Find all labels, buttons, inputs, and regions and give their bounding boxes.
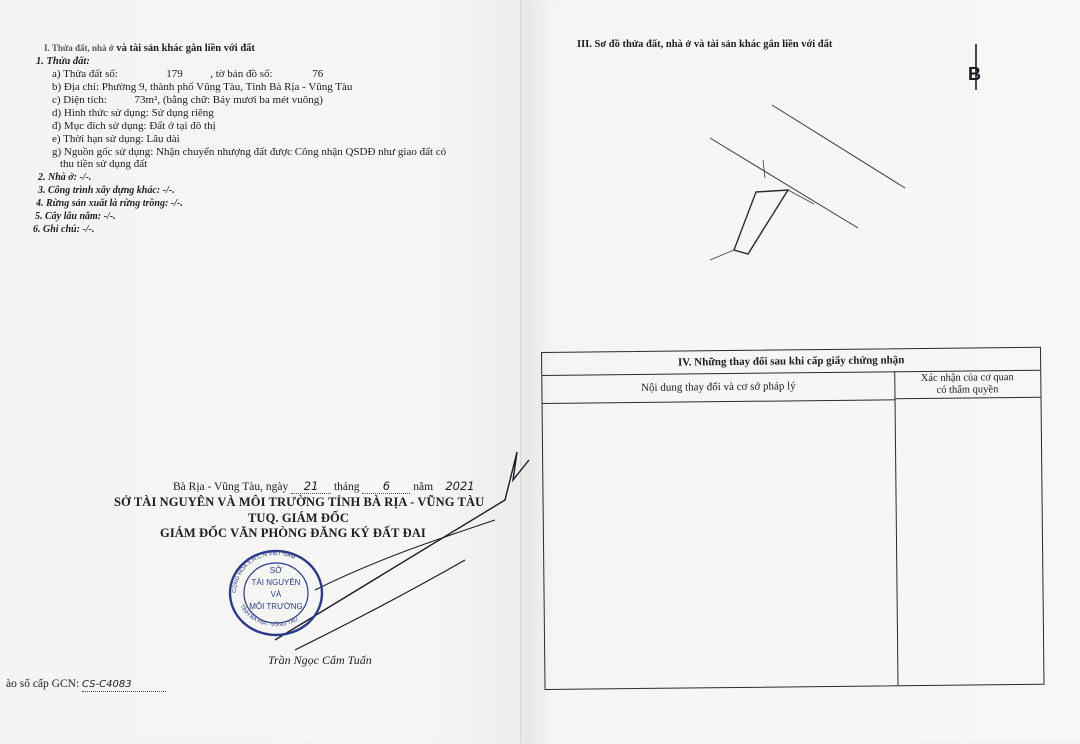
use-form-value: Sử dụng riêng bbox=[151, 107, 214, 119]
svg-text:VÀ: VÀ bbox=[270, 590, 282, 599]
parcel-row: a) Thửa đất số: 179 , tờ bản đồ số: 76 bbox=[52, 68, 324, 80]
svg-text:TỈNH BÀ RỊA - VŨNG TÀU: TỈNH BÀ RỊA - VŨNG TÀU bbox=[238, 603, 300, 629]
authority-line3: GIÁM ĐỐC VĂN PHÒNG ĐĂNG KÝ ĐẤT ĐAI bbox=[160, 526, 426, 540]
north-arrow bbox=[962, 42, 992, 92]
use-form-row: d) Hình thức sử dụng: Sử dụng riêng bbox=[52, 107, 214, 119]
cert-number-row: ào sổ cấp GCN: CS-C4083 bbox=[6, 678, 166, 692]
item4-forest: 4. Rừng sản xuất là rừng trồng: -/-. bbox=[36, 198, 183, 209]
address-value: Phường 9, thành phố Vũng Tàu, Tỉnh Bà Rịa - Vũng Tàu bbox=[101, 81, 353, 93]
item3-construction: 3. Công trình xây dựng khác: -/-. bbox=[38, 185, 175, 196]
section-title-prefix: I. Thửa đất, nhà ở bbox=[44, 43, 114, 53]
svg-text:CỘNG HÒA X.H.C.N VIỆT NAM: CỘNG HÒA X.H.C.N VIỆT NAM bbox=[231, 550, 297, 594]
signer-name: Trần Ngọc Cẩm Tuấn bbox=[268, 653, 372, 667]
changes-col-content-header: Nội dung thay đổi và cơ sở pháp lý bbox=[542, 371, 895, 404]
item2-house: 2. Nhà ở: -/-. bbox=[38, 172, 92, 183]
parcel-number: 179 bbox=[166, 68, 183, 80]
authority-line2: TUQ. GIÁM ĐỐC bbox=[248, 511, 349, 525]
changes-table-divider bbox=[895, 399, 899, 685]
changes-col-confirm-header: Xác nhận của cơ quan có thẩm quyền bbox=[894, 370, 1040, 400]
origin-value: Nhận chuyển nhượng đất được Công nhận QSDĐ như giao đất có bbox=[156, 146, 447, 158]
term-value: Lâu dài bbox=[146, 133, 180, 145]
item6-note: 6. Ghi chú: -/-. bbox=[33, 224, 95, 235]
changes-table-title: IV. Những thay đổi sau khi cấp giấy chứng nhận bbox=[542, 348, 1040, 376]
purpose-value: Đất ở tại đô thị bbox=[149, 120, 216, 132]
svg-text:TÀI NGUYÊN: TÀI NGUYÊN bbox=[251, 578, 301, 587]
place-date-line: Bà Rịa - Vũng Tàu, ngày 21 tháng 6 năm 2021 bbox=[173, 480, 484, 494]
parcel-diagram bbox=[690, 100, 920, 290]
date-month: 6 bbox=[362, 480, 410, 494]
section-title: I. Thửa đất, nhà ở và tài sản khác gắn liền với đất bbox=[44, 43, 255, 54]
date-day: 21 bbox=[291, 480, 331, 494]
purpose-row: đ) Mục đích sử dụng: Đất ở tại đô thị bbox=[52, 120, 216, 132]
north-label: B bbox=[968, 64, 981, 84]
map-number: 76 bbox=[312, 68, 324, 80]
origin-row: g) Nguồn gốc sử dụng: Nhận chuyển nhượng đất được Công nhận QSDĐ như giao đất có bbox=[52, 146, 447, 158]
svg-text:MÔI TRƯỜNG: MÔI TRƯỜNG bbox=[249, 602, 303, 611]
address-row: b) Địa chỉ: Phường 9, thành phố Vũng Tàu, Tỉnh Bà Rịa - Vũng Tàu bbox=[52, 81, 353, 93]
cert-number: CS-C4083 bbox=[82, 678, 166, 692]
area-row: c) Diện tích: 73m², (bằng chữ: Bảy mươi ba mét vuông) bbox=[52, 94, 323, 106]
origin-row-cont: thu tiền sử dụng đất bbox=[60, 158, 148, 170]
item5-perennial: 5. Cây lâu năm: -/-. bbox=[35, 211, 116, 222]
changes-table bbox=[541, 347, 1045, 690]
term-row: e) Thời hạn sử dụng: Lâu dài bbox=[52, 133, 180, 145]
svg-text:SỞ: SỞ bbox=[269, 566, 283, 575]
diagram-title: III. Sơ đồ thửa đất, nhà ở và tài sản khác gắn liền với đất bbox=[577, 39, 833, 50]
date-year: 2021 bbox=[445, 479, 475, 493]
official-seal bbox=[226, 548, 338, 638]
authority-line1: SỞ TÀI NGUYÊN VÀ MÔI TRƯỜNG TỈNH BÀ RỊA - VŨNG TÀU bbox=[114, 495, 485, 509]
item1-heading: 1. Thửa đất: bbox=[36, 56, 90, 67]
area-value: 73m², (bằng chữ: Bảy mươi ba mét vuông) bbox=[134, 94, 323, 106]
